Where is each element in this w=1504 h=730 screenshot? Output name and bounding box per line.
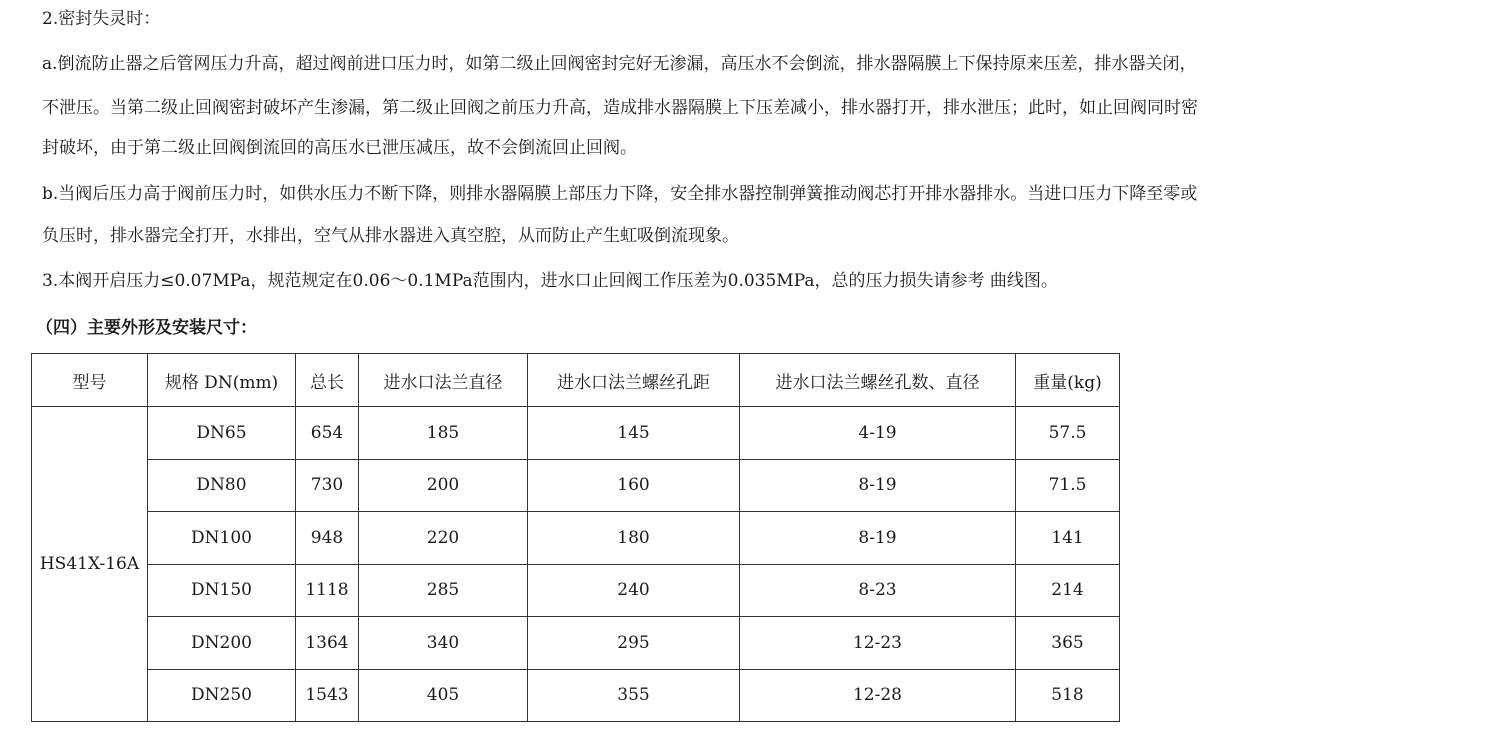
table-cell: DN65 <box>148 407 296 460</box>
header-cell-spec: 规格 DN(mm) <box>148 354 296 407</box>
table-cell: DN200 <box>148 617 296 670</box>
header-cell-flange-diameter: 进水口法兰直径 <box>359 354 528 407</box>
table-cell: 71.5 <box>1016 459 1120 512</box>
table-cell: 654 <box>296 407 359 460</box>
table-cell: 285 <box>359 564 528 617</box>
header-cell-bolt-count-diameter: 进水口法兰螺丝孔数、直径 <box>740 354 1016 407</box>
table-cell: 405 <box>359 669 528 722</box>
table-cell: 1118 <box>296 564 359 617</box>
table-cell: 365 <box>1016 617 1120 670</box>
table-cell: 12-28 <box>740 669 1016 722</box>
table-cell: 948 <box>296 512 359 565</box>
table-row <box>32 459 1120 512</box>
table-cell: 518 <box>1016 669 1120 722</box>
paragraph-b-line-1: b.当阀后压力高于阀前压力时，如供水压力不断下降，则排水器隔膜上部压力下降，安全排水器控制弹簧推动阀芯打开排水器排水。当进口压力下降至零或 <box>42 184 1198 204</box>
table-cell: 1364 <box>296 617 359 670</box>
table-row <box>32 407 1120 460</box>
section-heading: （四）主要外形及安装尺寸： <box>36 318 257 338</box>
table-cell: 160 <box>528 459 740 512</box>
table-header-row <box>32 354 1120 407</box>
header-cell-bolt-pitch: 进水口法兰螺丝孔距 <box>528 354 740 407</box>
paragraph-a-line-3: 封破坏，由于第二级止回阀倒流回的高压水已泄压减压，故不会倒流回止回阀。 <box>42 138 637 158</box>
table-cell: 214 <box>1016 564 1120 617</box>
paragraph-opening-pressure: 3.本阀开启压力≤0.07MPa，规范规定在0.06～0.1MPa范围内，进水口止回阀工作压差为0.035MPa，总的压力损失请参考 曲线图。 <box>42 271 1058 291</box>
table-cell: 8-19 <box>740 512 1016 565</box>
table-cell: 145 <box>528 407 740 460</box>
table-cell: 180 <box>528 512 740 565</box>
table-cell: 340 <box>359 617 528 670</box>
paragraph-b-line-2: 负压时，排水器完全打开，水排出，空气从排水器进入真空腔，从而防止产生虹吸倒流现象。 <box>42 226 739 246</box>
table-cell: 240 <box>528 564 740 617</box>
table-row <box>32 617 1120 670</box>
table-cell: DN100 <box>148 512 296 565</box>
header-cell-weight: 重量(kg) <box>1016 354 1120 407</box>
paragraph-a-line-1: a.倒流防止器之后管网压力升高，超过阀前进口压力时，如第二级止回阀密封完好无渗漏，高压水不会倒流，排水器隔膜上下保持原来压差，排水器关闭， <box>42 54 1197 74</box>
table-cell: DN80 <box>148 459 296 512</box>
table-cell: 8-19 <box>740 459 1016 512</box>
table-cell: DN150 <box>148 564 296 617</box>
table-cell: 12-23 <box>740 617 1016 670</box>
table-cell: DN250 <box>148 669 296 722</box>
table-row <box>32 512 1120 565</box>
table-cell: 200 <box>359 459 528 512</box>
table-cell: 220 <box>359 512 528 565</box>
table-cell: 185 <box>359 407 528 460</box>
dimension-table <box>31 353 1120 722</box>
table-row <box>32 669 1120 722</box>
table-cell: 4-19 <box>740 407 1016 460</box>
table-cell: 141 <box>1016 512 1120 565</box>
model-cell: HS41X-16A <box>32 407 148 722</box>
header-cell-length: 总长 <box>296 354 359 407</box>
table-cell: 295 <box>528 617 740 670</box>
table-cell: 730 <box>296 459 359 512</box>
paragraph-sealing-failure-title: 2.密封失灵时： <box>42 9 161 29</box>
table-cell: 1543 <box>296 669 359 722</box>
table-cell: 355 <box>528 669 740 722</box>
paragraph-a-line-2: 不泄压。当第二级止回阀密封破坏产生渗漏，第二级止回阀之前压力升高，造成排水器隔膜上下压差减小，排水器打开，排水泄压；此时，如止回阀同时密 <box>42 98 1198 118</box>
table-cell: 57.5 <box>1016 407 1120 460</box>
header-cell-model: 型号 <box>32 354 148 407</box>
table-row <box>32 564 1120 617</box>
table-cell: 8-23 <box>740 564 1016 617</box>
